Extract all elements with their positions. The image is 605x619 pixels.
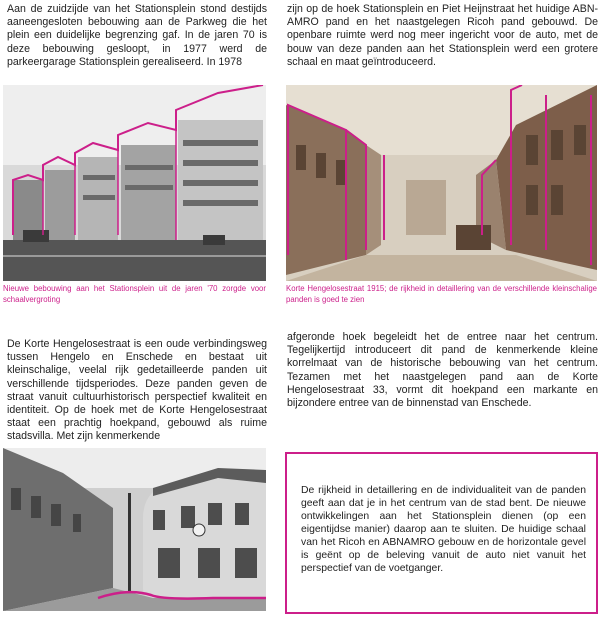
photo-korte-hengelosestraat-1915 <box>286 85 597 281</box>
photo-corner-villa <box>3 448 266 611</box>
paragraph-korte-hengelosestraat-left: De Korte Hengelosestraat is een oude verbindingsweg tussen Hengelo en Enschede en bestaat uit kleinschalige, veelal rijk gedetailleerde panden uit verschillende tijdsperiodes. Deze panden geven de straat vanuit cultuurhistorisch perspectief kwaliteit en identiteit. Op de hoek met de Korte Hengelosestraat staat een prachtig hoekpand, gebouwd als ruime stadsvilla. Met zijn kenmerkende <box>7 338 267 443</box>
paragraph-korte-hengelosestraat-right: afgeronde hoek begeleidt het de entree naar het centrum. Tegelijkertijd introduceert dit pand de kenmerkende kleine korrelmaat van de historische bebouwing van het centrum. Tezamen met het naastgelegen pand aan de Korte Hengelosestraat 33, vormt dit hoekpand een markante en bijzondere entree van de binnenstad van Enschede. <box>287 331 598 410</box>
paragraph-stationsplein-right: zijn op de hoek Stationsplein en Piet Heijnstraat het huidige ABN-AMRO pand en het naastgelegen Ricoh pand gebouwd. De openbare ruimte werd nog meer ingericht voor de auto, met de bouw van deze panden aan het Stationsplein werd een grotere schaal en maat geïntroduceerd. <box>287 3 598 68</box>
highlight-box-text: De rijkheid in detaillering en de individualiteit van de panden geeft aan dat je in het centrum van de stad bent. De nieuwe ontwikkelingen aan het Stationsplein dienen (op een eigentijdse manier) daarop aan te sluiten. De huidige schaal van het Ricoh en ABNAMRO gebouw en de horizontale gevel is geënt op de beleving vanuit de auto niet vanuit het perspectief van de voetganger. <box>301 485 586 574</box>
caption-photo-stationsplein: Nieuwe bebouwing aan het Stationsplein uit de jaren '70 zorgde voor schaalvergroting <box>3 284 266 304</box>
caption-photo-korte-hengelosestraat: Korte Hengelosestraat 1915; de rijkheid in detaillering van de verschillende kleinschalige panden is goed te zien <box>286 284 597 304</box>
photo-stationsplein-1970s <box>3 85 266 281</box>
highlight-box <box>285 452 598 614</box>
paragraph-stationsplein-left: Aan de zuidzijde van het Stationsplein stond destijds aaneengesloten bebouwing aan de Parkweg die het plein een duidelijke begrenzing gaf. In de jaren 70 is deze bebouwing gesloopt, in 1977 werd de parkeergarage Stationsplein gerealiseerd. In 1978 <box>7 3 267 68</box>
